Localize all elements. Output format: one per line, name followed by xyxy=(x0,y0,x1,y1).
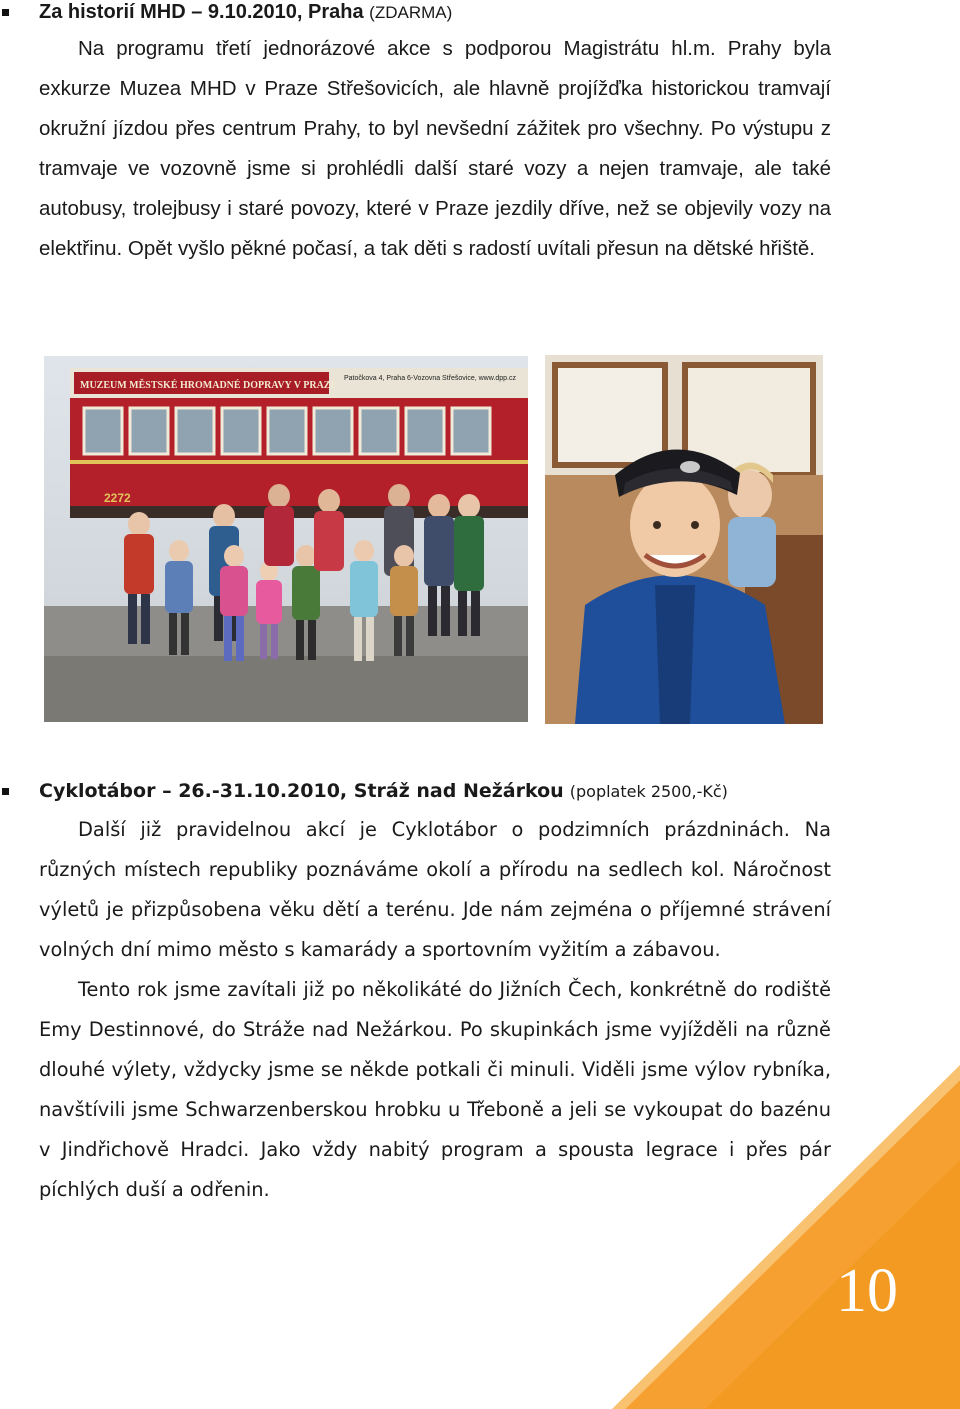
paragraph-cyklotabor-2: Tento rok jsme zavítali již po několikáté do Jižních Čech, konkrétně do rodiště Emy Destinnové, do Stráže nad Nežárkou. Po skupinkách jsme vyjížděli na různě dlouhé výlety, vždycky jsme se někde potkali či minuli. Viděli jsme výlov rybníka, navštívili jsme Schwarzenberskou hrobku u Třeboně a jeli se vykoupat do bazénu v Jindřichově Hradci. Jako vždy nabitý program a spousta legrace i přes pár píchlých duší a odřenin. xyxy=(39,978,831,1201)
tram-sign: MUZEUM MĚSTSKÉ HROMADNÉ DOPRAVY V PRAZE xyxy=(80,380,338,391)
tram-address: Patočkova 4, Praha 6-Vozovna Střešovice, www.dpp.cz xyxy=(344,375,516,382)
page-number: 10 xyxy=(836,1257,898,1325)
paragraph-mhd: Na programu třetí jednorázové akce s podporou Magistrátu hl.m. Prahy byla exkurze Muzea MHD v Praze Střešovicích, ale hlavně projížďka historickou tramvají okružní jízdou přes centrum Prahy, to byl nevšední zážitek pro všechny. Po výstupu z tramvaje ve vozovně jsme si prohlédli další staré vozy a nejen tramvaje, ale také autobusy, trolejbusy i staré povozy, které v Praze jezdily dříve, než se objevily vozy na elektřinu. Opět vyšlo pěkné počasí, a tak děti s radostí uvítali přesun na dětské hřiště. xyxy=(39,37,831,260)
tram-number: 2272 xyxy=(104,491,131,505)
section-note: (poplatek 2500,-Kč) xyxy=(569,782,728,801)
section-title: Cyklotábor – 26.-31.10.2010, Stráž nad Nežárkou xyxy=(39,780,564,802)
paragraph-cyklotabor-1: Další již pravidelnou akcí je Cyklotábor o podzimních prázdninách. Na různých místech republiky poznáváme okolí a přírodu na sedlech kol. Náročnost výletů je přizpůsobena věku dětí a terénu. Jde nám zejména o příjemné strávení volných dní mimo město s kamarády a sportovním vyžitím a zábavou. xyxy=(39,818,831,961)
section-title: Za historií MHD – 9.10.2010, Praha xyxy=(39,1,364,23)
section-note: (ZDARMA) xyxy=(369,3,453,22)
